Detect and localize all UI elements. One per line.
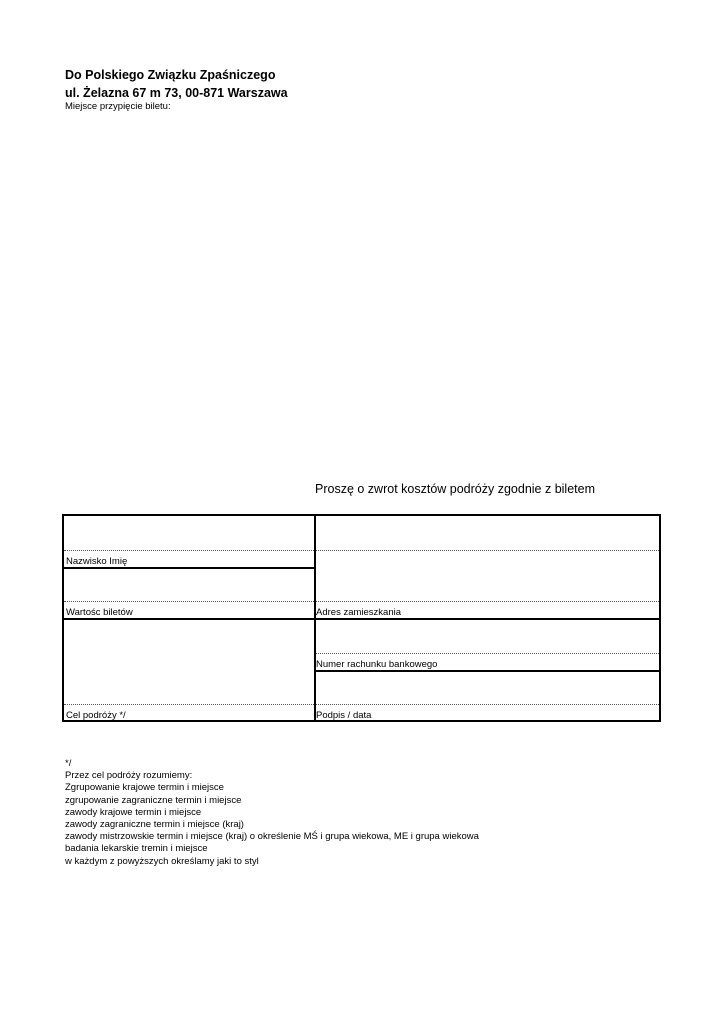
purpose-input[interactable] xyxy=(64,620,314,704)
address-line-1 xyxy=(316,550,659,551)
address-label: Adres zamieszkania xyxy=(316,607,402,618)
purpose-label: Cel podróży */ xyxy=(66,710,126,721)
footnote-line: w każdym z powyższych określamy jaki to styl xyxy=(65,855,259,867)
recipient-name: Do Polskiego Związku Zpaśniczego xyxy=(65,68,276,82)
name-label: Nazwisko Imię xyxy=(66,556,128,567)
ticket-value-underline xyxy=(64,601,314,602)
footnote-line: Zgrupowanie krajowe termin i miejsce xyxy=(65,782,224,794)
footnote-line: Przez cel podróży rozumiemy: xyxy=(65,770,193,782)
footnote-line: zgrupowanie zagraniczne termin i miejsce xyxy=(65,794,242,806)
refund-form xyxy=(62,514,661,722)
address-underline xyxy=(316,601,659,602)
account-underline xyxy=(316,653,659,654)
signature-label: Podpis / data xyxy=(316,710,372,721)
footnotes xyxy=(65,758,479,868)
recipient-address: ul. Żelazna 67 m 73, 00-871 Warszawa xyxy=(65,86,288,100)
account-label: Numer rachunku bankowego xyxy=(316,659,438,670)
signature-underline xyxy=(316,704,659,705)
ticket-attach-label: Miejsce przypięcie biletu: xyxy=(65,101,171,112)
refund-request-text: Proszę o zwrot kosztów podróży zgodnie z biletem xyxy=(315,482,595,496)
name-underline xyxy=(64,550,314,551)
address-input[interactable] xyxy=(316,516,659,601)
footnote-marker: */ xyxy=(65,758,72,769)
account-input[interactable] xyxy=(316,620,659,653)
signature-input[interactable] xyxy=(316,672,659,704)
ticket-value-label: Wartośc biletów xyxy=(66,607,133,618)
purpose-underline xyxy=(64,704,314,705)
footnote-line: zawody zagraniczne termin i miejsce (kraj) xyxy=(65,819,244,831)
footnote-line: zawody mistrzowskie termin i miejsce (kraj) o określenie MŚ i grupa wiekowa, ME i grupa wiekowa xyxy=(65,831,479,843)
footnote-line: zawody krajowe termin i miejsce xyxy=(65,806,202,818)
footnote-line: badania lekarskie tremin i miejsce xyxy=(65,843,208,855)
ticket-value-input[interactable] xyxy=(64,569,314,601)
name-input[interactable] xyxy=(64,516,314,550)
